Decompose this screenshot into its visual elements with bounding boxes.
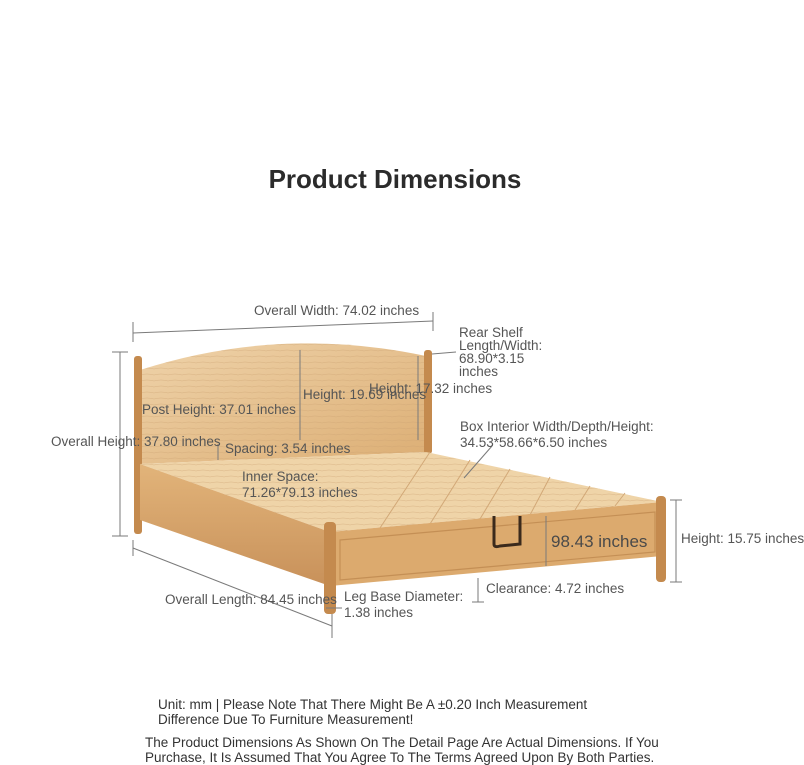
post-height-label: Post Height: 37.01 inches — [142, 402, 296, 417]
overall-height-label: Overall Height: 37.80 inches — [51, 434, 221, 449]
overall-length-label: Overall Length: 84.45 inches — [165, 592, 337, 607]
unit-note: Unit: mm | Please Note That There Might Be A ±0.20 Inch Measurement Difference Due To Furniture Measurement! — [158, 697, 588, 727]
headboard-height-label: Height: 17.32 inches — [369, 381, 493, 396]
clearance-label: Clearance: 4.72 inches — [486, 581, 625, 596]
leg-base-label: Leg Base Diameter: 1.38 inches — [344, 589, 464, 620]
agreement-note: The Product Dimensions As Shown On The Detail Page Are Actual Dimensions. If You Purchase, It Is Assumed That You Agree To The Terms Agreed Upon By Both Parties. — [145, 735, 659, 765]
right-front-post — [656, 496, 666, 582]
headboard-panel-height-label: Height: 19.69 inches — [303, 387, 427, 402]
box-height-label: Height: 15.75 inches — [681, 531, 804, 546]
inner-space-label: Inner Space: 71.26*79.13 inches — [242, 469, 358, 500]
spacing-label: Spacing: 3.54 inches — [225, 441, 351, 456]
side-length-label: 98.43 inches — [551, 532, 648, 551]
overall-width-label: Overall Width: 74.02 inches — [254, 303, 420, 318]
rear-shelf-label: Rear Shelf Length/Width: 68.90*3.15 inches — [459, 325, 543, 379]
page-title: Product Dimensions — [268, 164, 522, 194]
box-interior-label: Box Interior Width/Depth/Height: 34.53*58.66*6.50 inches — [460, 419, 654, 450]
